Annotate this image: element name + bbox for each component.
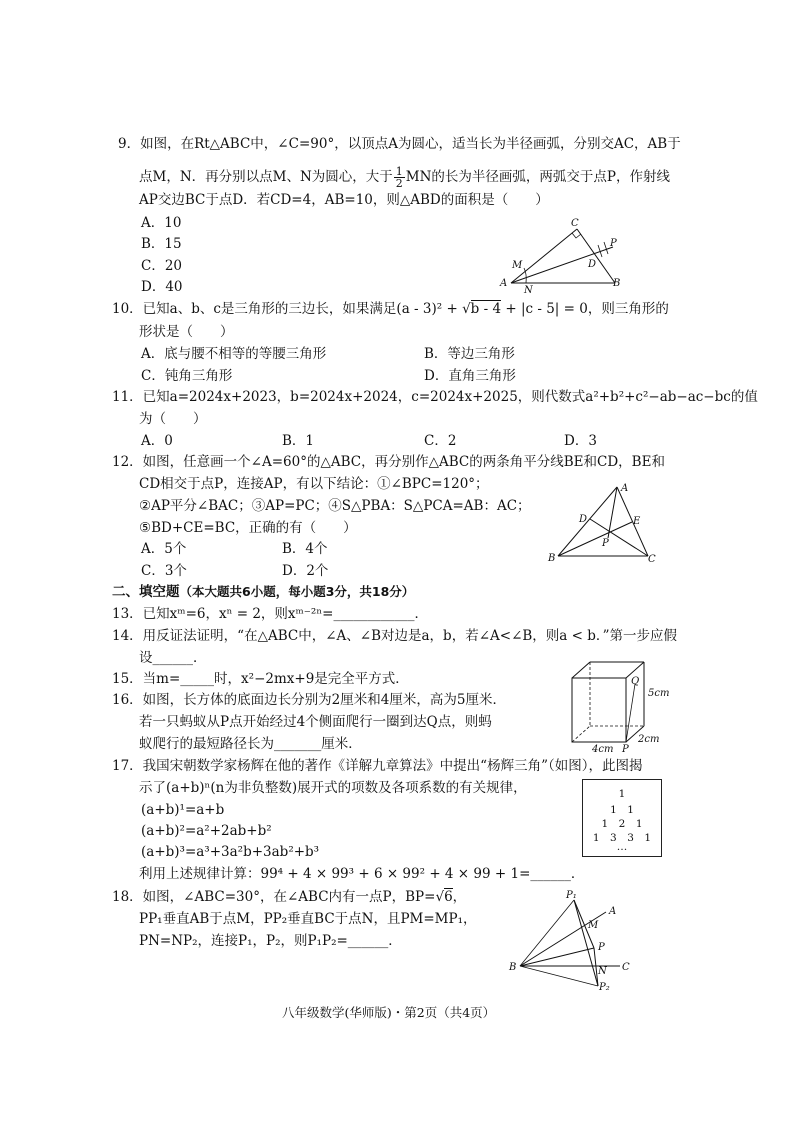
q9-label-p: P	[610, 238, 617, 249]
q10-line2: 形状是（ ）	[139, 324, 234, 340]
q12-label-d: D	[579, 514, 588, 525]
q9-option-a[interactable]: A．10	[141, 215, 182, 231]
q12-line4: ⑤BD+CE=BC，正确的有（ ）	[139, 520, 357, 536]
q12-label-b: B	[548, 553, 556, 564]
q17-formula-3: (a+b)³=a³+3a²b+3ab²+b³	[141, 844, 320, 860]
q18-label-p2: P₂	[599, 982, 610, 992]
q16-label-width: 4cm	[592, 744, 614, 754]
q17-formula-2: (a+b)²=a²+2ab+b²	[141, 823, 272, 839]
q18-sqrt: 6	[444, 889, 453, 905]
q10-line1-start: 10．已知a、b、c是三角形的三边长，如果满足(a - 3)² +	[112, 301, 463, 317]
triangle-row-5: …	[616, 841, 628, 853]
section-title: 二、填空题	[112, 584, 180, 600]
q10-option-a[interactable]: A．底与腰不相等的等腰三角形	[141, 346, 327, 362]
q18-label-p1: P₁	[566, 890, 577, 901]
q11-option-c[interactable]: C．2	[424, 433, 457, 449]
q18-line1: 18．如图，∠ABC=30°，在∠ABC内有一点P，BP=√6，	[112, 889, 467, 905]
q18-label-p: P	[598, 942, 605, 953]
q9-line3: AP交边BC于点D．若CD=4，AB=10，则△ABD的面积是（ ）	[139, 192, 549, 208]
q18-line3: PN=NP₂，连接P₁，P₂，则P₁P₂=______．	[139, 933, 402, 949]
q9-label-n: N	[524, 285, 533, 293]
q12-triangle-figure	[544, 478, 664, 568]
q10-option-c[interactable]: C．钝角三角形	[141, 368, 233, 384]
q9-line2-end: MN的长为半径画弧，两弧交于点P，作射线	[405, 169, 670, 185]
q9-label-d: D	[588, 259, 597, 270]
q9-triangle-figure	[490, 213, 630, 293]
q12-label-p: P	[602, 538, 609, 549]
q9-option-c[interactable]: C．20	[141, 258, 183, 274]
q12-line2: CD相交于点P，连接AP，有以下结论：①∠BPC=120°；	[139, 476, 489, 492]
q10-option-b[interactable]: B．等边三角形	[424, 346, 515, 362]
q13-line1: 13．已知xᵐ=6，xⁿ = 2，则xᵐ⁻²ⁿ=____________．	[112, 606, 428, 622]
q14-line2: 设______．	[139, 650, 207, 666]
triangle-row-4: 1 3 3 1	[592, 832, 652, 844]
triangle-row-2: 1 1	[610, 804, 634, 816]
q16-label-depth: 2cm	[638, 734, 660, 745]
q18-line2: PP₁垂直AB于点M，PP₂垂直BC于点N，且PM=MP₁，	[139, 911, 477, 927]
q12-option-c[interactable]: C．3个	[141, 563, 187, 579]
q9-line2	[139, 166, 670, 189]
section-heading	[112, 586, 414, 600]
q11-line2: 为（ ）	[139, 411, 207, 427]
q12-option-d[interactable]: D．2个	[282, 563, 329, 579]
q10-sqrt: b - 4	[470, 301, 502, 317]
yang-hui-triangle	[582, 779, 662, 857]
q10-option-d[interactable]: D．直角三角形	[424, 368, 516, 384]
q17-line6: 利用上述规律计算：99⁴ + 4 × 99³ + 6 × 99² + 4 × 99 + 1=______．	[139, 866, 585, 882]
q18-label-a: A	[609, 906, 617, 917]
q9-label-b: B	[613, 278, 621, 289]
q11-option-d[interactable]: D．3	[564, 433, 597, 449]
q9-label-c: C	[571, 218, 579, 229]
q17-line1: 17．我国宋朝数学家杨辉在他的著作《详解九章算法》中提出“杨辉三角”（如图），此图揭	[112, 758, 643, 774]
q9-option-d[interactable]: D．40	[141, 279, 183, 295]
q18-line1-start: 18．如图，∠ABC=30°，在∠ABC内有一点P，BP=	[112, 889, 436, 905]
triangle-row-3: 1 2 1	[601, 818, 643, 830]
q15-line1: 15．当m=_____时，x²−2mx+9是完全平方式．	[112, 671, 409, 687]
q9-line2-start: 点M，N．再分别以点M、N为圆心，大于	[139, 169, 393, 185]
q18-angle-figure	[506, 888, 641, 992]
q11-option-a[interactable]: A．0	[141, 433, 173, 449]
q12-label-c: C	[648, 554, 656, 565]
one-half-fraction: $\frac{1}{2}$	[395, 165, 403, 190]
q18-label-m: M	[588, 920, 599, 931]
q16-label-p: P	[622, 744, 629, 754]
q12-line3: ②AP平分∠BAC；③AP=PC；④S△PBA：S△PCA=AB：AC；	[139, 498, 531, 514]
q16-line2: 若一只蚂蚁从P点开始经过4个侧面爬行一圈到达Q点，则蚂	[139, 714, 492, 730]
q14-line1: 14．用反证法证明，“在△ABC中，∠A、∠B对边是a，b，若∠A<∠B，则a < b．”第一步应假	[112, 628, 678, 644]
q10-line1: 10．已知a、b、c是三角形的三边长，如果满足(a - 3)² + √b - 4 + |c - 5| = 0，则三角形的	[112, 301, 669, 317]
q18-line1-end: ，	[452, 889, 467, 905]
q18-label-n: N	[598, 966, 607, 977]
q18-label-c: C	[622, 962, 630, 973]
q12-label-a: A	[621, 483, 629, 494]
q16-line1: 16．如图，长方体的底面边长分别为2厘米和4厘米，高为5厘米．	[112, 692, 506, 708]
q9-line1: 9．如图，在Rt△ABC中，∠C=90°，以顶点A为圆心，适当长为半径画弧，分别交AC，AB于	[118, 136, 681, 152]
triangle-row-1: 1	[618, 788, 626, 800]
q16-label-q: Q	[631, 676, 640, 687]
q12-label-e: E	[633, 516, 641, 527]
q9-option-b[interactable]: B．15	[141, 236, 182, 252]
q9-label-a: A	[500, 278, 508, 289]
q10-line1-end: + |c - 5| = 0，则三角形的	[501, 301, 669, 317]
q11-line1: 11．已知a=2024x+2023，b=2024x+2024，c=2024x+2025，则代数式a²+b²+c²−ab−ac−bc的值	[112, 389, 758, 405]
q16-line3: 蚁爬行的最短路径长为_______厘米．	[139, 736, 362, 752]
q9-label-m: M	[512, 260, 523, 271]
q16-label-height: 5cm	[648, 688, 670, 699]
q16-cuboid-figure	[564, 656, 674, 754]
page-footer: 八年级数学(华师版)・第2页（共4页）	[282, 1005, 496, 1020]
q12-option-a[interactable]: A．5个	[141, 541, 187, 557]
q11-option-b[interactable]: B．1	[282, 433, 315, 449]
q17-formula-1: (a+b)¹=a+b	[141, 802, 225, 818]
q12-line1: 12．如图，任意画一个∠A=60°的△ABC，再分别作△ABC的两条角平分线BE和CD，BE和	[112, 454, 665, 470]
q12-option-b[interactable]: B．4个	[282, 541, 328, 557]
q18-label-b: B	[509, 962, 517, 973]
section-note: （本大题共6小题，每小题3分，共18分）	[179, 584, 415, 599]
q17-line2: 示了(a+b)ⁿ(n为非负整数)展开式的项数及各项系数的有关规律，	[139, 780, 527, 796]
